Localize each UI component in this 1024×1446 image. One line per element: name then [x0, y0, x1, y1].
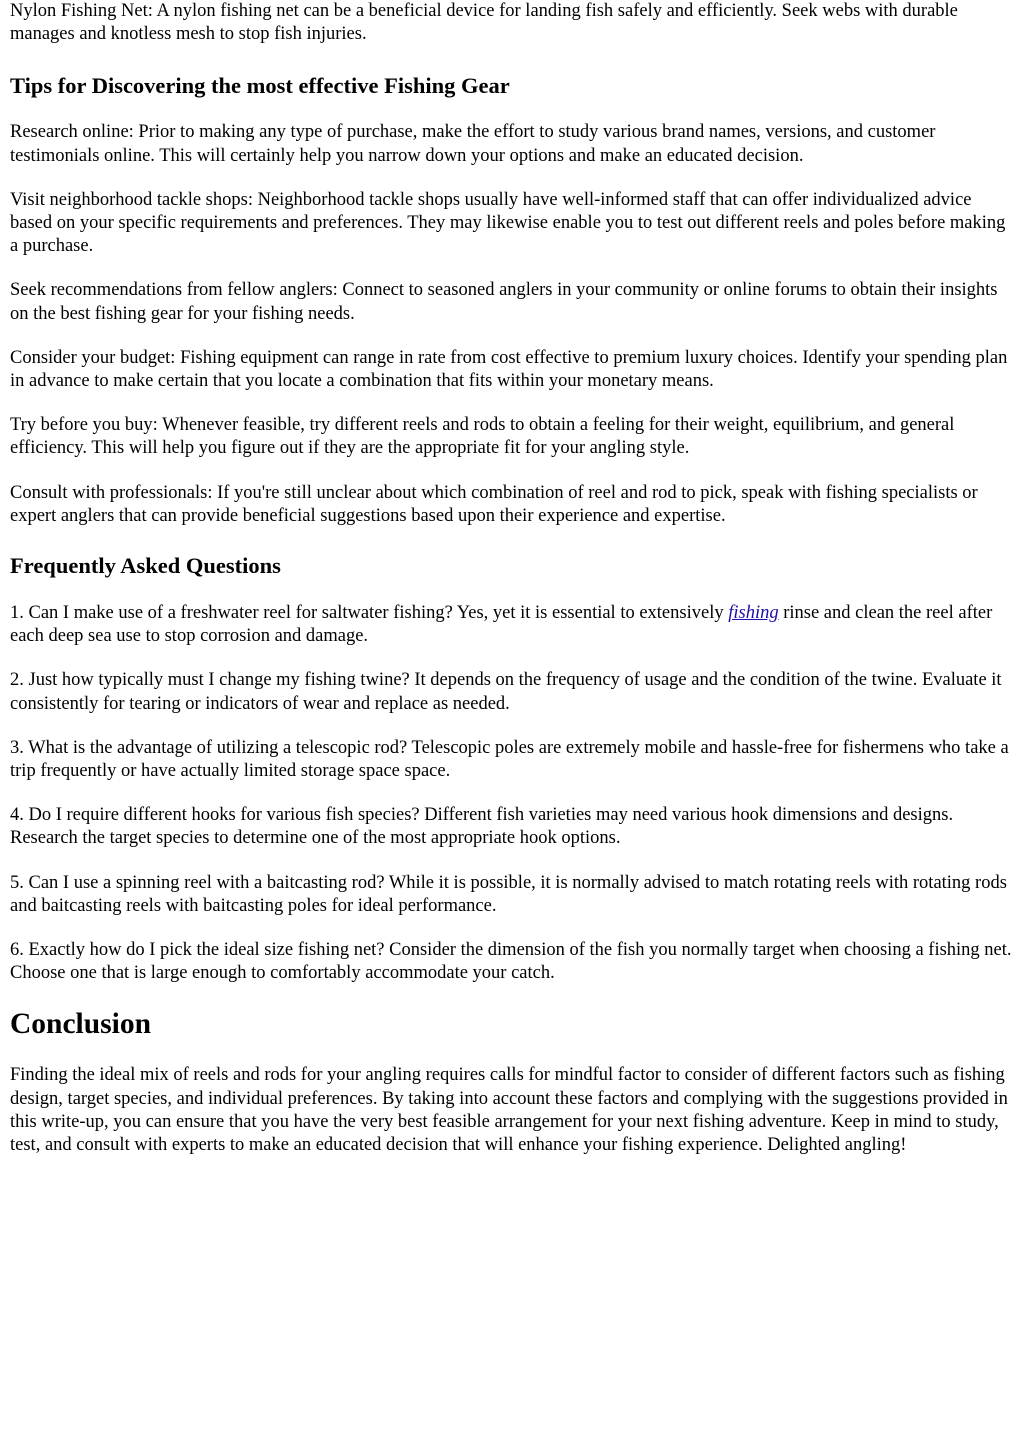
conclusion-paragraph: Finding the ideal mix of reels and rods for your angling requires calls for mindful factor to consider of different factors such as fishing design, target species, and individual preferences. By taking into account these factors and complying with the suggestions provided in this write-up, you can ensure that you have the very best feasible arrangement for your next fishing adventure. Keep in mind to study, test, and consult with experts to make an educated decision that will enhance your fishing experience. Delighted angling!	[10, 1065, 1008, 1156]
tip-paragraph: Consult with professionals: If you're still unclear about which combination of reel and rod to pick, speak with fishing specialists or expert anglers that can provide beneficial suggestions based upon their experience and expertise.	[10, 482, 978, 526]
tip-paragraph: Seek recommendations from fellow anglers: Connect to seasoned anglers in your community or online forums to obtain their insights on the best fishing gear for your fishing needs.	[10, 280, 998, 324]
faq-item	[10, 602, 1014, 648]
faq-heading: Frequently Asked Questions	[10, 553, 281, 579]
faq-q1-text-before: 1. Can I make use of a freshwater reel for saltwater fishing? Yes, yet it is essential to extensively	[10, 603, 729, 624]
faq-q1-text-after: rinse and clean the reel after each deep sea use to stop corrosion and damage.	[10, 603, 993, 647]
faq-item: 2. Just how typically must I change my fishing twine? It depends on the frequency of usage and the condition of the twine. Evaluate it consistently for tearing or indicators of wear and replace as needed.	[10, 670, 1002, 714]
nylon-net-paragraph: Nylon Fishing Net: A nylon fishing net can be a beneficial device for landing fish safely and efficiently. Seek webs with durable manages and knotless mesh to stop fish injuries.	[10, 1, 958, 45]
tips-heading: Tips for Discovering the most effective Fishing Gear	[10, 73, 510, 99]
tip-paragraph: Try before you buy: Whenever feasible, try different reels and rods to obtain a feeling for their weight, equilibrium, and general efficiency. This will help you figure out if they are the appropriate fit for your angling style.	[10, 415, 955, 459]
faq-item: 3. What is the advantage of utilizing a telescopic rod? Telescopic poles are extremely mobile and hassle-free for fishermens who take a trip frequently or have actually limited storage space space.	[10, 737, 1009, 782]
conclusion-heading: Conclusion	[10, 1008, 151, 1041]
fishing-link[interactable]: fishing	[728, 603, 779, 624]
faq-item: 5. Can I use a spinning reel with a baitcasting rod? While it is possible, it is normally advised to match rotating reels with rotating rods and baitcasting reels with baitcasting poles for ideal performance.	[10, 872, 1007, 916]
tip-paragraph: Research online: Prior to making any type of purchase, make the effort to study various brand names, versions, and customer testimonials online. This will certainly help you narrow down your options and make an educated decision.	[10, 122, 936, 166]
faq-item: 4. Do I require different hooks for various fish species? Different fish varieties may need various hook dimensions and designs. Research the target species to determine one of the most appropriate hook options.	[10, 805, 954, 849]
tip-paragraph: Visit neighborhood tackle shops: Neighborhood tackle shops usually have well-informed staff that can offer individualized advice based on your specific requirements and preferences. They may likewise enable you to test out different reels and poles before making a purchase.	[10, 189, 1006, 257]
faq-item: 6. Exactly how do I pick the ideal size fishing net? Consider the dimension of the fish you normally target when choosing a fishing net. Choose one that is large enough to comfortably accommodate your catch.	[10, 940, 1012, 984]
tip-paragraph: Consider your budget: Fishing equipment can range in rate from cost effective to premium luxury choices. Identify your spending plan in advance to make certain that you locate a combination that fits within your monetary means.	[10, 347, 1008, 392]
